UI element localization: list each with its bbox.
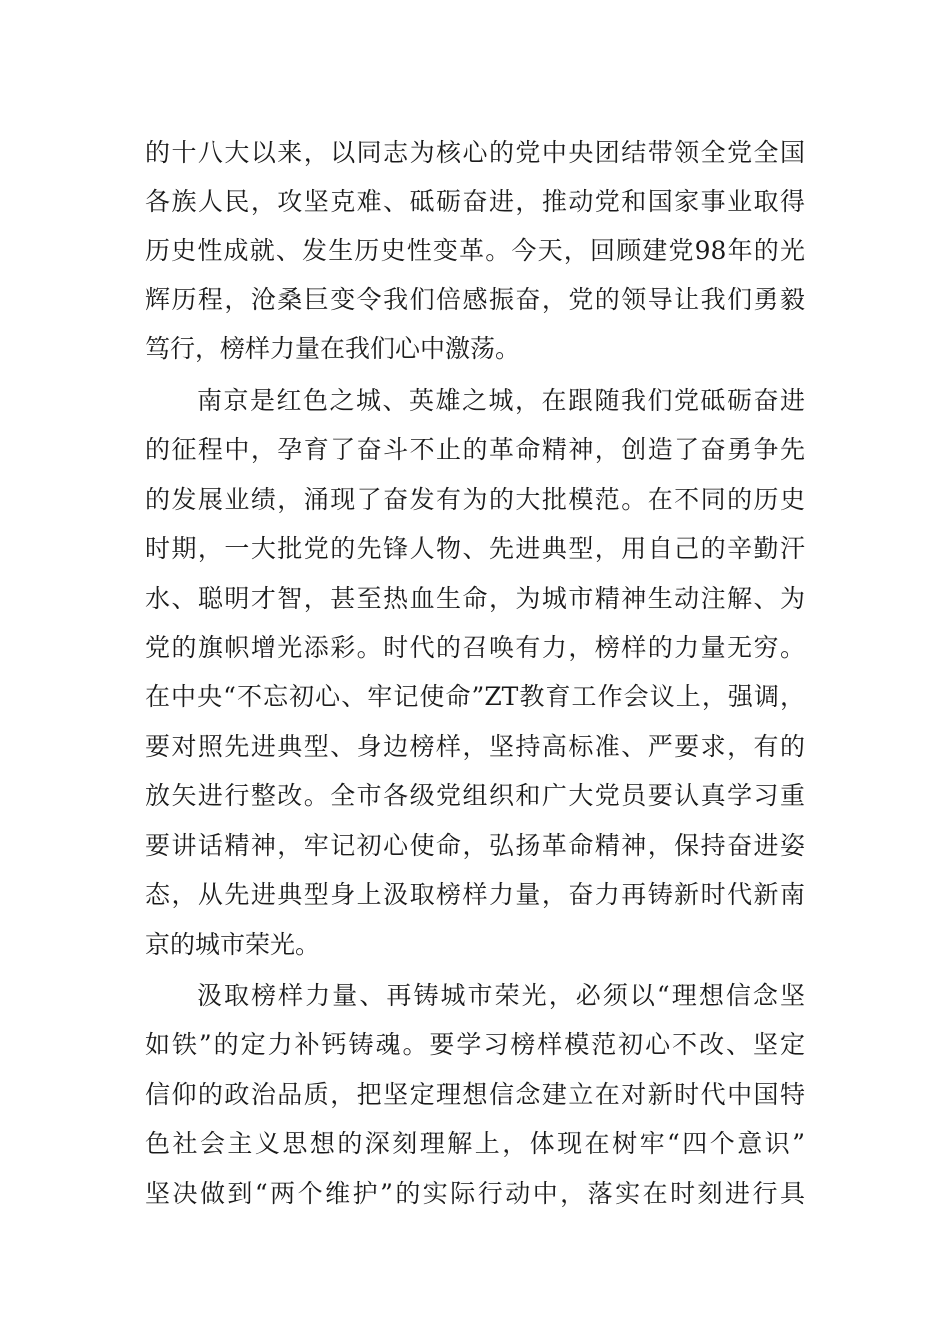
paragraph-2-line-10: 要讲话精神，牢记初心使命，弘扬革命精神，保持奋进姿 <box>145 831 805 860</box>
paragraph-2-line-5: 水、聪明才智，甚至热血生命，为城市精神生动注解、为 <box>145 584 805 613</box>
paragraph-2-line-2: 的征程中，孕育了奋斗不止的革命精神，创造了奋勇争先 <box>145 435 805 464</box>
paragraph-3-line-1: 汲取榜样力量、再铸城市荣光，必须以“理想信念坚 <box>197 981 805 1010</box>
paragraph-1-line-2: 各族人民，攻坚克难、砥砺奋进，推动党和国家事业取得 <box>145 187 805 216</box>
paragraph-1-line-5: 笃行，榜样力量在我们心中激荡。 <box>145 334 521 363</box>
paragraph-2-line-4: 时期，一大批党的先锋人物、先进典型，用自己的辛勤汗 <box>145 534 805 563</box>
paragraph-3-line-3: 信仰的政治品质，把坚定理想信念建立在对新时代中国特 <box>145 1080 805 1109</box>
paragraph-2-line-6: 党的旗帜增光添彩。时代的召唤有力，榜样的力量无穷。 <box>145 633 805 662</box>
paragraph-2-line-7: 在中央“不忘初心、牢记使命”ZT教育工作会议上，强调， <box>145 682 805 711</box>
paragraph-2-line-1: 南京是红色之城、英雄之城，在跟随我们党砥砺奋进 <box>197 386 805 415</box>
paragraph-1-line-1: 的十八大以来，以同志为核心的党中央团结带领全党全国 <box>145 138 805 167</box>
paragraph-3-line-4: 色社会主义思想的深刻理解上，体现在树牢“四个意识” <box>145 1129 805 1158</box>
paragraph-1-line-4: 辉历程，沧桑巨变令我们倍感振奋，党的领导让我们勇毅 <box>145 285 805 314</box>
paragraph-3-line-2: 如铁”的定力补钙铸魂。要学习榜样模范初心不改、坚定 <box>145 1030 805 1059</box>
paragraph-1-line-3: 历史性成就、发生历史性变革。今天，回顾建党98年的光 <box>145 236 805 265</box>
paragraph-2-line-8: 要对照先进典型、身边榜样，坚持高标准、严要求，有的 <box>145 732 805 761</box>
paragraph-2-line-11: 态，从先进典型身上汲取榜样力量，奋力再铸新时代新南 <box>145 880 805 909</box>
paragraph-2-line-9: 放矢进行整改。全市各级党组织和广大党员要认真学习重 <box>145 781 805 810</box>
paragraph-3-line-5: 坚决做到“两个维护”的实际行动中，落实在时刻进行具 <box>145 1179 805 1208</box>
paragraph-2-line-12: 京的城市荣光。 <box>145 930 321 959</box>
paragraph-2-line-3: 的发展业绩，涌现了奋发有为的大批模范。在不同的历史 <box>145 485 805 514</box>
